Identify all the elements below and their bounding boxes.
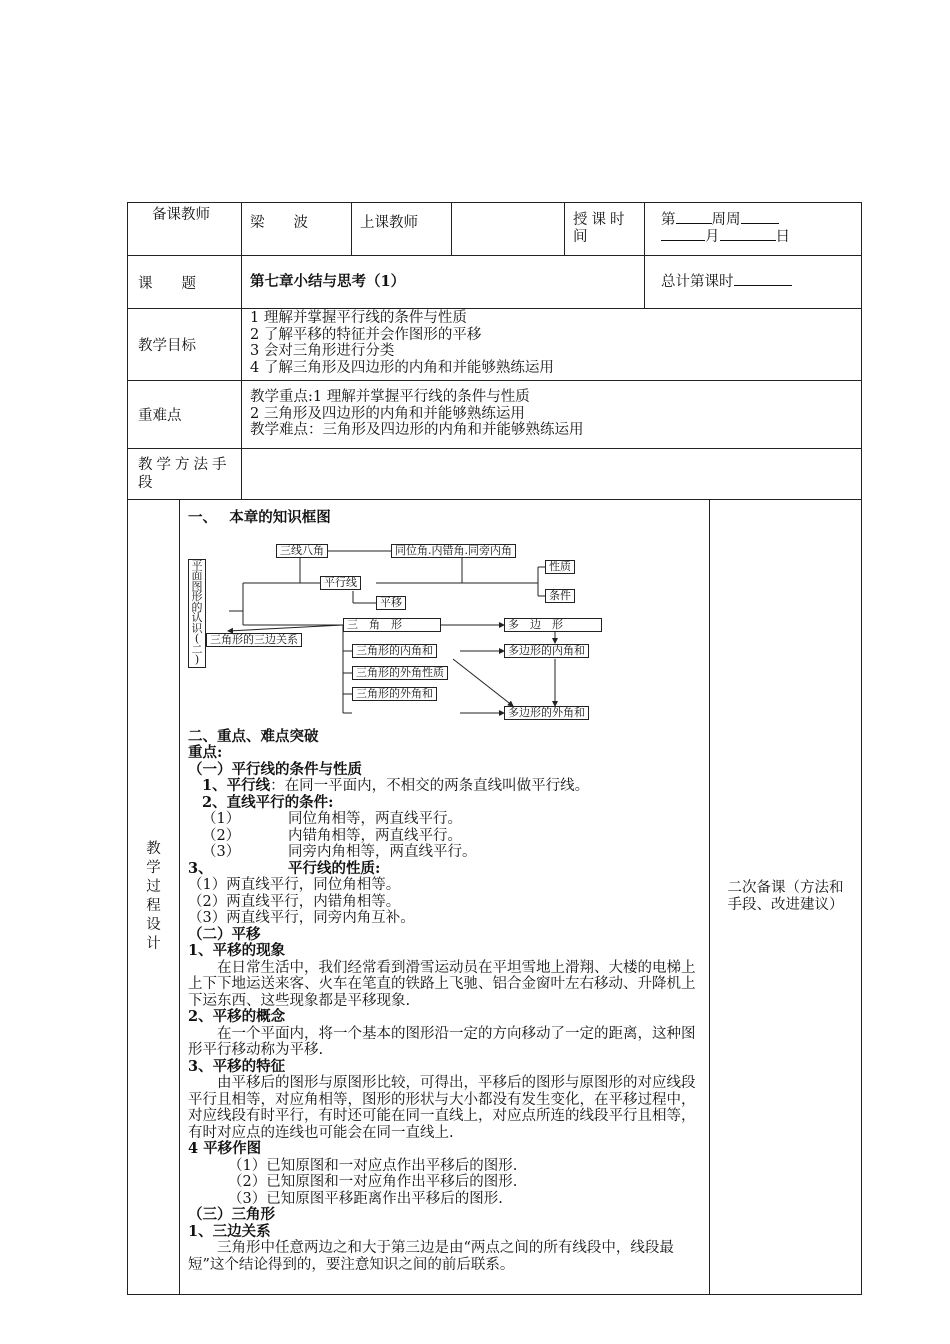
box-triangle-angle-sum: 三角形的内角和 (352, 644, 437, 658)
drawing-item: （1）已知原图和一对应点作出平移后的图形. (228, 1157, 518, 1174)
phenomenon-text: 在日常生活中，我们经常看到滑雪运动员在平坦雪地上滑翔、大楼的电梯上上下下地运送来客、火车在笔直的铁路上飞驰、铝合金窗叶左右移动、升降机上下运东西、这些现象都是平移现象. (188, 959, 696, 1009)
box-three-lines: 三线八角 (276, 544, 328, 558)
prep-teacher-name: 梁 波 (250, 215, 308, 231)
key-points-label: 重难点 (138, 408, 182, 424)
condition-item: （3） 同旁内角相等，两直线平行。 (202, 844, 477, 860)
lesson-plan-table (127, 202, 862, 1295)
process-content (180, 500, 709, 1277)
topic-label: 课 题 (138, 275, 196, 292)
objectives-row (128, 309, 862, 381)
section2-title: 二、重点、难点突破 (188, 727, 319, 745)
features-text: 由平移后的图形与原图形比较，可得出，平移后的图形与原图形的对应线段平行且相等，对应角相等，图形的形状与大小都没有发生变化，在平移过程中，对应线段有时平行，有时还可能在同一直线上，对应点所连的线段平行且相等，有时对应点的连线也可能会在同一直线上. (188, 1075, 696, 1141)
class-teacher-label: 上课教师 (360, 215, 418, 231)
section1-title: 一、 本章的知识框图 (188, 509, 331, 526)
week-label: 周周 (711, 212, 741, 228)
phenomenon-title: 1、平移的现象 (188, 942, 286, 959)
key-point-line: 教学重点:1 理解并掌握平行线的条件与性质 (250, 389, 530, 405)
box-parallel-lines: 平行线 (320, 576, 361, 590)
sub3-title: （三）三角形 (188, 1206, 275, 1223)
date-fields (645, 203, 861, 249)
header-row (128, 203, 862, 256)
property-item: （3）两直线平行，同旁内角互补。 (188, 910, 415, 926)
knowledge-diagram (188, 531, 618, 721)
diagram-side-title: 平 面 图 形 的 认 识 ( 二 ) (188, 559, 206, 668)
box-polygon-angle-sum: 多边形的内角和 (504, 644, 589, 658)
condition-item: （1） 同位角相等，两直线平行。 (202, 811, 462, 827)
parallel-definition: 1、平行线：在同一平面内，不相交的两条直线叫做平行线。 (202, 777, 590, 794)
box-triangle-sides: 三角形的三边关系 (206, 633, 302, 647)
key-points-text (242, 381, 861, 443)
objective-item: 2 了解平移的特征并会作图形的平移 (250, 326, 482, 343)
box-triangle-exterior-property: 三角形的外角性质 (352, 666, 448, 680)
sub2-title: （二）平移 (188, 925, 261, 943)
conditions-title: 2、直线平行的条件: (202, 793, 334, 811)
method-content (242, 449, 861, 457)
key-label: 重点: (188, 744, 223, 761)
box-triangle-exterior-sum: 三角形的外角和 (352, 687, 437, 701)
side-note: 二次备课（方法和手段、改进建议） (727, 880, 844, 913)
drawing-title: 4 平移作图 (188, 1140, 262, 1157)
key-point-line: 教学难点：三角形及四边形的内角和并能够熟练运用 (250, 422, 584, 438)
total-lessons (645, 270, 861, 295)
box-translation: 平移 (376, 596, 406, 610)
process-label: 教 学 过 程 设 计 (146, 841, 161, 952)
condition-item: （2） 内错角相等，两直线平行。 (202, 827, 462, 844)
key-point-line: 2 三角形及四边形的内角和并能够熟练运用 (250, 405, 525, 422)
key-points-row (128, 381, 862, 449)
concept-text: 在一个平面内，将一个基本的图形沿一定的方向移动了一定的距离，这种图形平行移动称为平移. (188, 1025, 696, 1058)
objectives-label: 教学目标 (138, 338, 196, 354)
class-time-label: 授课时间 (573, 212, 629, 245)
features-title: 3、平移的特征 (188, 1057, 286, 1075)
objective-item: 1 理解并掌握平行线的条件与性质 (250, 310, 467, 326)
week-prefix: 第 (661, 212, 676, 228)
method-label: 教学方法手段 (138, 457, 231, 491)
prep-teacher-label: 备课教师 (152, 207, 210, 223)
property-item: （1）两直线平行，同位角相等。 (188, 877, 401, 893)
property-item: （2）两直线平行，内错角相等。 (188, 893, 401, 910)
box-polygon-exterior-sum: 多边形的外角和 (504, 706, 589, 720)
objective-item: 3 会对三角形进行分类 (250, 343, 395, 359)
box-polygon: 多 边 形 (504, 618, 602, 632)
method-row (128, 449, 862, 500)
day-label: 日 (775, 228, 790, 245)
class-teacher-value (452, 203, 564, 211)
total-lessons-label: 总计第课时 (661, 273, 734, 290)
box-properties: 性质 (545, 560, 575, 574)
objectives-list (242, 309, 861, 380)
topic-title: 第七章小结与思考（1） (250, 272, 406, 290)
process-row (128, 500, 862, 1295)
triangle-text: 三角形中任意两边之和大于第三边是由“两点之间的所有线段中，线段最短”这个结论得到的，要注意知识之间的前后联系。 (188, 1240, 674, 1273)
properties-title: 3、 平行线的性质: (188, 859, 381, 877)
box-angle-types: 同位角.内错角.同旁内角 (391, 544, 516, 558)
month-label: 月 (705, 228, 720, 245)
topic-row (128, 256, 862, 309)
box-conditions: 条件 (545, 589, 575, 603)
objective-item: 4 了解三角形及四边形的内角和并能够熟练运用 (250, 359, 554, 376)
drawing-item: （3）已知原图平移距离作出平移后的图形. (228, 1190, 503, 1207)
box-triangle: 三 角 形 (343, 618, 441, 632)
sub1-title: （一）平行线的条件与性质 (188, 760, 362, 778)
triangle-title: 1、三边关系 (188, 1222, 271, 1240)
drawing-item: （2）已知原图和一对应角作出平移后的图形. (228, 1174, 518, 1190)
concept-title: 2、平移的概念 (188, 1008, 286, 1025)
